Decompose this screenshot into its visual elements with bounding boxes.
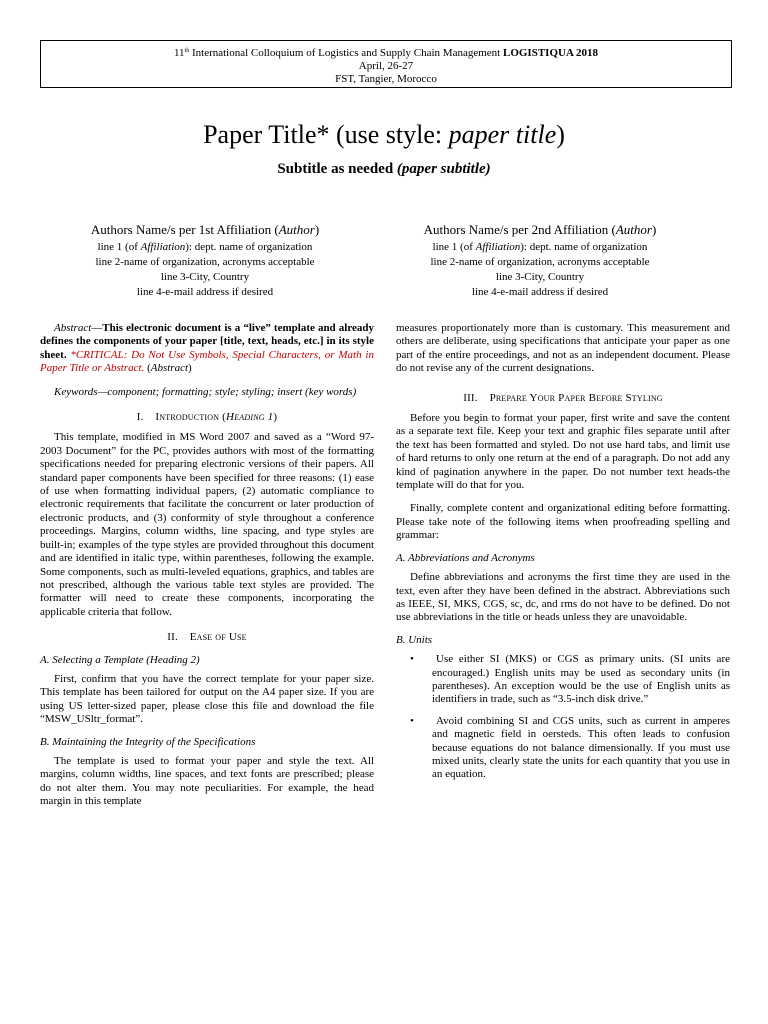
conference-name: 11th International Colloquium of Logistics and Supply Chain Management LOGISTIQUA 2018 bbox=[173, 47, 599, 59]
affiliation-line-3: line 3-City, Country bbox=[495, 271, 585, 283]
conference-acronym: LOGISTIQUA 2018 bbox=[502, 47, 599, 59]
heading-ease-of-use: II. Ease of Use bbox=[167, 631, 247, 644]
affiliation-line-1: line 1 (of Affiliation): dept. name of organization bbox=[432, 241, 648, 253]
heading-units: B. Units bbox=[396, 633, 433, 646]
selecting-template-text: First, confirm that you have the correct template for your paper size. This template has been tailored for output on the A4 paper size. If you are using US letter-sized paper, please close this file and download the file “MSW_USltr_format”. bbox=[40, 672, 374, 726]
abstract: Abstract—This electronic document is a “live” template and already defines the components of your paper [title, text, heads, etc.] in its style sheet. *CRITICAL: Do Not Use Symbols, Special Characters, or Math in Paper Title or Abstract. (Abstract) bbox=[40, 322, 374, 375]
prepare-paper-text-1: Before you begin to format your paper, first write and save the content as a separate text file. Keep your text and graphic files separate until after the text has been formatted and styled. Do not use hard tabs, and limit use of hard returns to only one return at the end of a paragraph. Do not add any kind of pagination anywhere in the paper. Do not number text heads-the template will do that for you. bbox=[396, 412, 730, 492]
affiliation-line-3: line 3-City, Country bbox=[160, 271, 250, 283]
affiliation-line-4: line 4-e-mail address if desired bbox=[136, 286, 274, 298]
conference-header bbox=[40, 40, 732, 88]
conference-date: April, 26-27 bbox=[358, 60, 414, 72]
heading-prepare-paper: III. Prepare Your Paper Before Styling bbox=[463, 391, 663, 404]
conference-location: FST, Tangier, Morocco bbox=[335, 73, 437, 85]
list-item: • Use either SI (MKS) or CGS as primary units. (SI units are encouraged.) English units may be used as secondary units (in parentheses). An exception would be the use of English units as identifiers in trade, such as “3.5-inch disk drive.” bbox=[410, 653, 730, 706]
prepare-paper-text-2: Finally, complete content and organizational editing before formatting. Please take note of the following items when proofreading spelling and grammar: bbox=[396, 502, 730, 542]
maintaining-integrity-text: The template is used to format your paper and style the text. All margins, column widths, line spaces, and text fonts are prescribed; please do not alter them. You may note peculiarities. For example, the head margin in this template bbox=[40, 754, 374, 808]
right-column bbox=[396, 322, 730, 790]
affiliation-line-1: line 1 (of Affiliation): dept. name of organization bbox=[97, 241, 313, 253]
heading-introduction: I. Introduction (Heading 1) bbox=[136, 411, 278, 424]
paper-subtitle: Subtitle as needed (paper subtitle) bbox=[277, 161, 491, 177]
heading-selecting-template: A. Selecting a Template (Heading 2) bbox=[40, 653, 200, 666]
units-list bbox=[396, 653, 730, 782]
maintaining-integrity-continued: measures proportionately more than is customary. This measurement and others are deliberate, using specifications that anticipate your paper as one part of the entire proceedings, and not as an independent document. Please do not revise any of the current designations. bbox=[396, 322, 730, 375]
author-name: Authors Name/s per 2nd Affiliation (Author) bbox=[423, 222, 657, 237]
list-item: • Avoid combining SI and CGS units, such as current in amperes and magnetic field in oersteds. This often leads to confusion because equations do not balance dimensionally. If you must use mixed units, clearly state the units for each quantity that you use in an equation. bbox=[410, 714, 730, 781]
abbreviations-text: Define abbreviations and acronyms the first time they are used in the text, even after they have been defined in the abstract. Abbreviations such as IEEE, SI, MKS, CGS, sc, dc, and rms do not have to be defined. Do not use abbreviations in the title or heads unless they are unavoidable. bbox=[396, 571, 730, 624]
introduction-text: This template, modified in MS Word 2007 and saved as a “Word 97-2003 Document” for the PC, provides authors with most of the formatting specifications needed for preparing electronic versions of their papers. All standard paper components have been specified for three reasons: (1) ease of use when formatting individual papers, (2) automatic compliance to electronic requirements that facilitate the concurrent or later production of electronic products, and (3) conformity of style throughout a conference proceedings. Margins, column widths, line spacing, and type styles are built-in; examples of the type styles are provided throughout this document and are identified in italic type, within parentheses, following the example. Some components, such as multi-leveled equations, graphics, and tables are not prescribed, although the various table text styles are provided. The formatter will need to create these components, incorporating the applicable criteria that follow. bbox=[40, 431, 374, 618]
bullet-icon: • bbox=[410, 653, 414, 666]
paper-title: Paper Title* (use style: paper title) bbox=[203, 120, 565, 149]
author-affiliation-2 bbox=[385, 222, 695, 300]
left-column bbox=[40, 322, 374, 809]
affiliation-line-2: line 2-name of organization, acronyms acceptable bbox=[95, 256, 315, 268]
author-name: Authors Name/s per 1st Affiliation (Author) bbox=[90, 222, 320, 237]
bullet-icon: • bbox=[410, 714, 414, 727]
heading-maintaining-integrity: B. Maintaining the Integrity of the Specifications bbox=[40, 735, 256, 748]
heading-abbreviations: A. Abbreviations and Acronyms bbox=[396, 551, 535, 564]
affiliation-line-4: line 4-e-mail address if desired bbox=[471, 286, 609, 298]
author-affiliation-1 bbox=[50, 222, 360, 300]
affiliation-line-2: line 2-name of organization, acronyms acceptable bbox=[430, 256, 650, 268]
keywords: Keywords—component; formatting; style; styling; insert (key words) bbox=[54, 385, 357, 398]
